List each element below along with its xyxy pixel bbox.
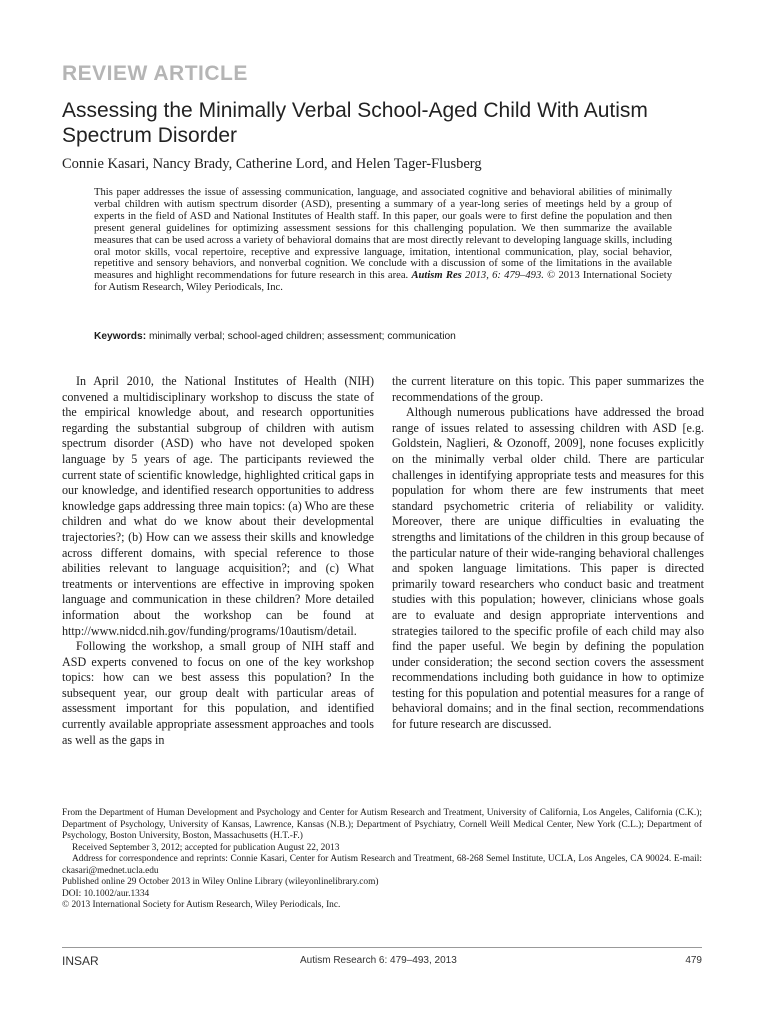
footnote-published: Published online 29 October 2013 in Wiley Online Library (wileyonlinelibrary.com) — [62, 877, 379, 887]
body-paragraph: In April 2010, the National Institutes of Health (NIH) convened a multidisciplinary workshop to discuss the state of the empirical knowledge about, and research opportunities regarding the substantial subgroup of children with autism spectrum disorder (ASD) who have not developed spoken language by 5 years of age. The participants reviewed the current state of scientific knowledge, highlighted critical gaps in our knowledge, and identified research opportunities to address knowledge gaps addressing three main topics: (a) Who are these children and what do we know about their developmental trajectories?; (b) How can we assess their skills and knowledge across different domains, with special reference to those abilities relevant to language acquisition?; and (c) What treatments or interventions are effective in improving spoken language and communication in these children? More detailed information about the workshop can be found at http://www.nidcd.nih.gov/funding/programs/10autism/detail. — [62, 374, 374, 638]
article-title: Assessing the Minimally Verbal School-Aged Child With Autism Spectrum Disorder — [62, 99, 648, 147]
body-column-right — [392, 374, 704, 733]
footnote-copyright: © 2013 International Society for Autism Research, Wiley Periodicals, Inc. — [62, 900, 341, 910]
keywords-label: Keywords: — [94, 331, 147, 342]
body-column-left — [62, 374, 374, 748]
keywords — [94, 331, 694, 342]
footnote-correspondence: Address for correspondence and reprints: Connie Kasari, Center for Autism Research and Treatment, 68-268 Semel Institute, UCLA, Los Angeles, CA 90024. E-mail: ckasari@mednet.ucla.edu — [62, 854, 702, 876]
keywords-text: minimally verbal; school-aged children; assessment; communication — [148, 331, 456, 342]
section-label: REVIEW ARTICLE — [62, 62, 248, 85]
footnotes — [62, 808, 702, 912]
footer-divider — [62, 947, 702, 948]
body-paragraph: the current literature on this topic. This paper summarizes the recommendations of the group. — [392, 374, 704, 404]
body-paragraph: Following the workshop, a small group of NIH staff and ASD experts convened to focus on one of the key workshop topics: how can we best assess this population? In the subsequent year, our group dealt with particular areas of assessment important for this population, and identified currently available appropriate assessment approaches and tools as well as the gaps in — [62, 639, 374, 747]
body-paragraph: Although numerous publications have addressed the broad range of issues related to assessing children with ASD [e.g. Goldstein, Naglieri, & Ozonoff, 2009], none focuses explicitly on the minimally verbal older child. There are particular challenges in identifying appropriate tests and measures for this population for whom there are few instruments that meet standard psychometric criteria of reliability or validity. Moreover, there are unique difficulties in evaluating the strengths and limitations of the children in this group because of the particular nature of their wide-ranging behavioral challenges and spoken language limitations. This paper is directed primarily toward researchers who conduct basic and treatment studies with this population; however, clinicians whose goals are to evaluate and design appropriate interventions and strategies tailored to the specific profile of each child may also find the paper useful. We begin by defining the population under consideration; the second section covers the assessment recommendations including both guidance in how to optimize testing for this population and potential measures for a range of behavioral domains; and in the final section, recommendations for future research are discussed. — [392, 405, 704, 732]
citation-details: 2013, 6: 479–493. — [465, 270, 544, 282]
footer-society: INSAR — [62, 954, 99, 968]
page-number: 479 — [685, 955, 702, 966]
abstract — [94, 187, 672, 294]
footer-journal: Autism Research 6: 479–493, 2013 — [300, 955, 457, 966]
abstract-text: This paper addresses the issue of assessing communication, language, and associated cognitive and behavioral abilities of minimally verbal children with autism spectrum disorder (ASD), presenting a summary of a year-long series of meetings held by a group of experts in the field of ASD and National Institutes of Health staff. In this paper, our goals were to first define the population and then present general guidelines for optimizing assessment sessions for this challenging population. We then summarize the available measures that can be used across a variety of behavioral domains that are most directly relevant to developing language skills, including oral motor skills, vocal repertoire, receptive and expressive language, imitation, intentional communication, play, social behavior, repetitive and sensory behaviors, and nonverbal cognition. We conclude with a discussion of some of the limitations in the available measures and highlight recommendations for future research in this area. — [94, 187, 672, 282]
abstract-copyright: © 2013 International Society for Autism Research, Wiley Periodicals, Inc. — [94, 270, 673, 294]
author-list: Connie Kasari, Nancy Brady, Catherine Lord, and Helen Tager-Flusberg — [62, 156, 482, 172]
footnote-received: Received September 3, 2012; accepted for publication August 22, 2013 — [72, 842, 340, 853]
journal-citation: Autism Res — [411, 270, 462, 282]
footnote-doi: DOI: 10.1002/aur.1334 — [62, 888, 150, 899]
footnote-affiliation: From the Department of Human Development and Psychology and Center for Autism Research and Treatment, University of California, Los Angeles, California (C.K.); Department of Psychology, University of Kansas, Lawrence, Kansas (N.B.); Department of Psychiatry, Cornell Weill Medical Center, New York (C.L.); Department of Psychology, Boston University, Boston, Massachusetts (H.T.-F.) — [62, 808, 702, 841]
